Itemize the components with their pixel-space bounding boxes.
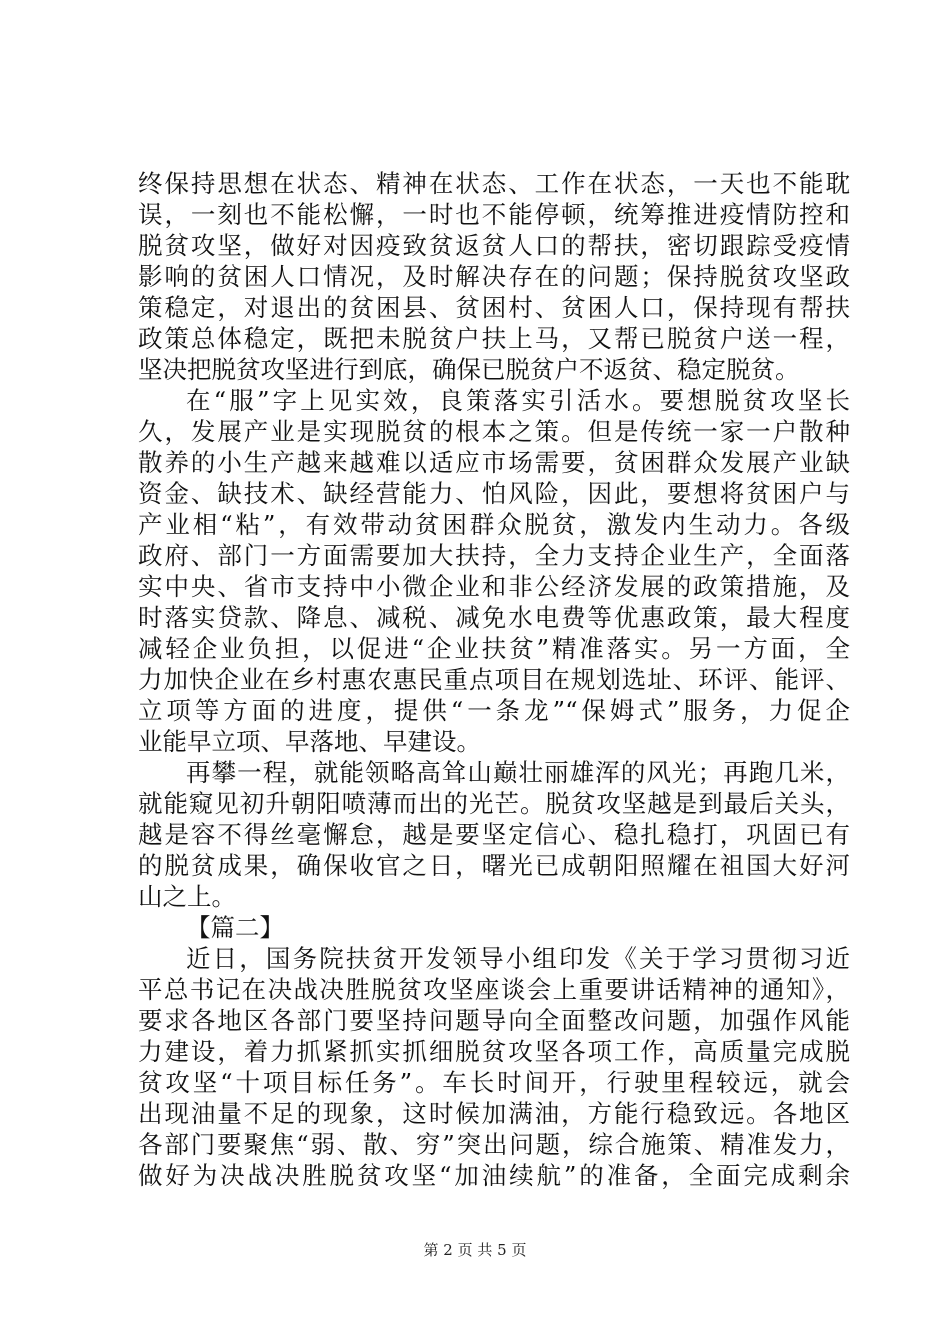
text-line: 久，发展产业是实现脱贫的根本之策。但是传统一家一户散种 bbox=[138, 417, 850, 446]
paragraph-first-line: 近日，国务院扶贫开发领导小组印发《关于学习贯彻习近 bbox=[186, 944, 850, 973]
text-line: 散养的小生产越来越难以适应市场需要，贫困群众发展产业缺 bbox=[138, 448, 850, 477]
text-line: 误，一刻也不能松懈，一时也不能停顿，统筹推进疫情防控和 bbox=[138, 200, 850, 229]
paragraph-first-line: 再攀一程，就能领略高耸山巅壮丽雄浑的风光；再跑几米， bbox=[186, 758, 850, 787]
text-line: 资金、缺技术、缺经营能力、怕风险，因此，要想将贫困户与 bbox=[138, 479, 850, 508]
text-line: 坚决把脱贫攻坚进行到底，确保已脱贫户不返贫、稳定脱贫。 bbox=[138, 355, 800, 384]
text-line: 力加快企业在乡村惠农惠民重点项目在规划选址、环评、能评、 bbox=[138, 665, 850, 694]
text-line: 业能早立项、早落地、早建设。 bbox=[138, 727, 481, 756]
text-line: 实中央、省市支持中小微企业和非公经济发展的政策措施，及 bbox=[138, 572, 850, 601]
text-line: 减轻企业负担，以促进“企业扶贫”精准落实。另一方面，全 bbox=[138, 634, 850, 663]
paragraph-first-line: 在“服”字上见实效，良策落实引活水。要想脱贫攻坚长 bbox=[186, 386, 850, 415]
text-line: 立项等方面的进度，提供“一条龙”“保姆式”服务，力促企 bbox=[138, 696, 850, 725]
text-line: 政府、部门一方面需要加大扶持，全力支持企业生产，全面落 bbox=[138, 541, 850, 570]
text-line: 脱贫攻坚，做好对因疫致贫返贫人口的帮扶，密切跟踪受疫情 bbox=[138, 231, 850, 260]
text-line: 贫攻坚“十项目标任务”。车长时间开，行驶里程较远，就会 bbox=[138, 1068, 850, 1097]
text-line: 终保持思想在状态、精神在状态、工作在状态，一天也不能耽 bbox=[138, 169, 850, 198]
text-line: 产业相“粘”，有效带动贫困群众脱贫，激发内生动力。各级 bbox=[138, 510, 850, 539]
text-line: 各部门要聚焦“弱、散、穷”突出问题，综合施策、精准发力， bbox=[138, 1130, 850, 1159]
text-line: 出现油量不足的现象，这时候加满油，方能行稳致远。各地区 bbox=[138, 1099, 850, 1128]
text-line: 时落实贷款、降息、减税、减免水电费等优惠政策，最大程度 bbox=[138, 603, 850, 632]
text-line: 越是容不得丝毫懈怠，越是要坚定信心、稳扎稳打，巩固已有 bbox=[138, 820, 850, 849]
section-heading: 【篇二】 bbox=[186, 913, 284, 942]
text-line: 平总书记在决战决胜脱贫攻坚座谈会上重要讲话精神的通知》， bbox=[138, 975, 850, 1004]
text-line: 就能窥见初升朝阳喷薄而出的光芒。脱贫攻坚越是到最后关头， bbox=[138, 789, 850, 818]
text-line: 的脱贫成果，确保收官之日，曙光已成朝阳照耀在祖国大好河 bbox=[138, 851, 850, 880]
text-line: 山之上。 bbox=[138, 882, 236, 911]
text-line: 做好为决战决胜脱贫攻坚“加油续航”的准备，全面完成剩余 bbox=[138, 1161, 850, 1190]
text-line: 影响的贫困人口情况，及时解决存在的问题；保持脱贫攻坚政 bbox=[138, 262, 850, 291]
text-line: 力建设，着力抓紧抓实抓细脱贫攻坚各项工作，高质量完成脱 bbox=[138, 1037, 850, 1066]
text-line: 政策总体稳定，既把未脱贫户扶上马，又帮已脱贫户送一程， bbox=[138, 324, 850, 353]
page-footer: 第 2 页 共 5 页 bbox=[423, 1241, 527, 1259]
text-line: 要求各地区各部门要坚持问题导向全面整改问题，加强作风能 bbox=[138, 1006, 850, 1035]
text-line: 策稳定，对退出的贫困县、贫困村、贫困人口，保持现有帮扶 bbox=[138, 293, 850, 322]
